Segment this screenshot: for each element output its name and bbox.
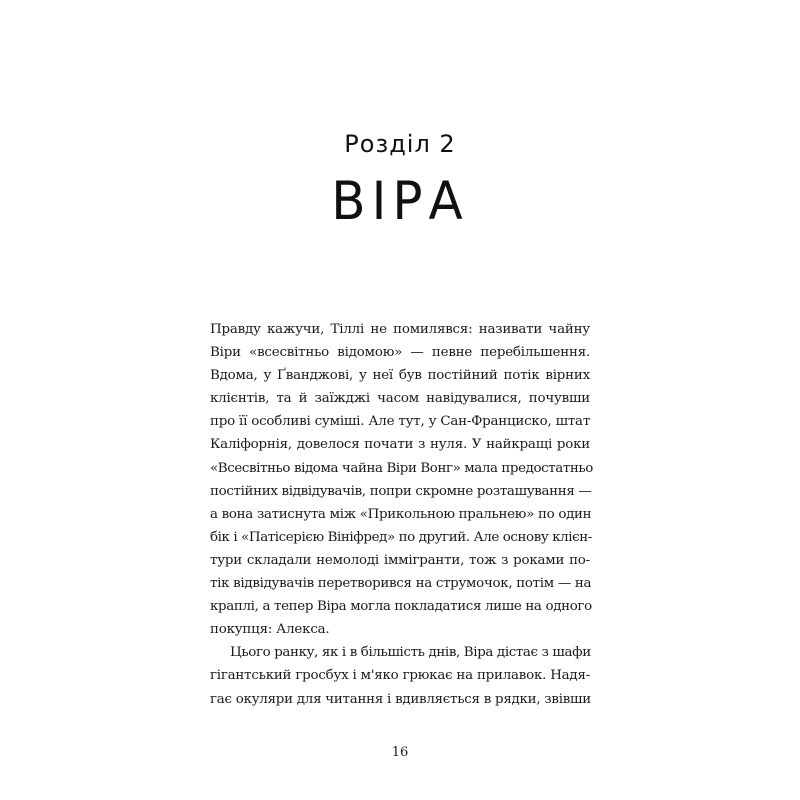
text-line: «Всесвітньо відома чайна Віри Вонг» мала предостатньо [210, 460, 593, 476]
text-line: краплі, а тепер Віра могла покладатися лише на одного [210, 599, 592, 615]
text-line: клієнтів, та й заїжджі часом навідувалися, почувши [210, 391, 590, 407]
text-line: про її особливі суміші. Але тут, у Сан-Франциско, штат [210, 414, 591, 430]
text-line: Вдома, у Ґванджові, у неї був постійний потік вірних [210, 368, 590, 384]
page-number: 16 [391, 745, 409, 760]
text-line: Каліфорнія, довелося почати з нуля. У найкращі роки [210, 437, 590, 453]
text-line: постійних відвідувачів, попри скромне розташування — [210, 483, 592, 499]
text-line: тури складали немолоді іммігранти, тож з роками по- [210, 552, 590, 568]
chapter-label: Розділ 2 [344, 130, 456, 158]
text-line: гігантський гросбух і м'яко грюкає на прилавок. Надя- [210, 668, 590, 684]
text-line: гає окуляри для читання і вдивляється в рядки, звівши [210, 691, 591, 707]
text-line: бік і «Патісерією Вініфред» по другий. Але основу клієн- [210, 529, 592, 545]
paragraph-2 [210, 641, 590, 710]
text-line: Правду кажучи, Тіллі не помилявся: називати чайну [210, 322, 590, 337]
paragraph-1 [210, 318, 593, 641]
chapter-title: ВІРА [331, 170, 469, 232]
text-line: Віри «всесвітньо відомою» — певне перебільшення. [210, 345, 590, 361]
body-text [210, 318, 593, 711]
text-line: тік відвідувачів перетворився на струмочок, потім — на [210, 576, 592, 592]
text-line: покупця: Алекса. [210, 622, 330, 638]
text-line: а вона затиснута між «Прикольною пральнею» по один [210, 506, 592, 522]
text-line: Цього ранку, як і в більшість днів, Віра дістає з шафи [230, 645, 591, 661]
